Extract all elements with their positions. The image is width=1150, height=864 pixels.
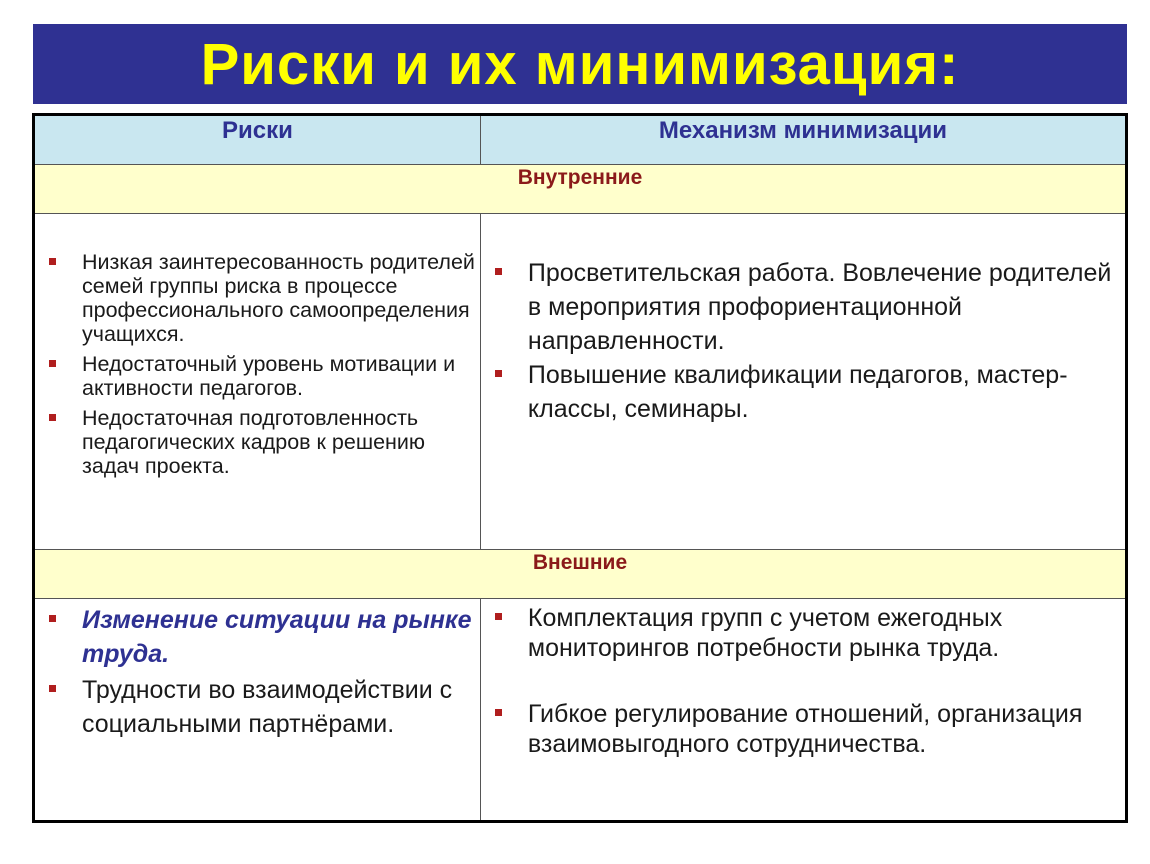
bullet-icon (495, 613, 502, 620)
bullet-icon (49, 360, 56, 367)
list-item: Недостаточная подготовленность педагогических кадров к решению задач проекта. (36, 406, 479, 478)
list-item: Просветительская работа. Вовлечение родителей в мероприятия профориентационной направленности. (482, 256, 1124, 358)
external-risks-cell (34, 599, 481, 822)
bullet-icon (495, 370, 502, 377)
section-row-internal (34, 165, 1127, 214)
external-risks-list (36, 603, 479, 741)
internal-risks-cell (34, 214, 481, 550)
bullet-icon (49, 258, 56, 265)
bullet-icon (49, 615, 56, 622)
bullet-icon (49, 685, 56, 692)
internal-mechanisms-cell (480, 214, 1126, 550)
table-row (34, 599, 1127, 822)
table-row (34, 214, 1127, 550)
table-header-row (34, 115, 1127, 165)
list-item: Комплектация групп с учетом ежегодных мониторингов потребности рынка труда. (482, 603, 1124, 663)
risk-table (32, 113, 1128, 823)
section-label-internal: Внутренние (34, 165, 1127, 214)
list-item: Низкая заинтересованность родителей семей группы риска в процессе профессионального самоопределения учащихся. (36, 250, 479, 346)
bullet-icon (495, 709, 502, 716)
section-row-external (34, 550, 1127, 599)
title-banner (33, 24, 1127, 104)
external-mechanisms-cell (480, 599, 1126, 822)
list-item: Изменение ситуации на рынке труда. (36, 603, 479, 671)
list-item: Трудности во взаимодействии с социальными партнёрами. (36, 673, 479, 741)
bullet-icon (49, 414, 56, 421)
list-item: Повышение квалификации педагогов, мастер-классы, семинары. (482, 358, 1124, 426)
risks-column-header: Риски (34, 115, 481, 165)
section-label-external: Внешние (34, 550, 1127, 599)
internal-risks-list (36, 250, 479, 478)
bullet-icon (495, 268, 502, 275)
list-item: Гибкое регулирование отношений, организация взаимовыгодного сотрудничества. (482, 699, 1124, 759)
mechanism-column-header: Механизм минимизации (480, 115, 1126, 165)
internal-mechanisms-list (482, 256, 1124, 426)
external-mechanisms-list (482, 603, 1124, 759)
list-item: Недостаточный уровень мотивации и активности педагогов. (36, 352, 479, 400)
page-title: Риски и их минимизация: (200, 31, 960, 97)
